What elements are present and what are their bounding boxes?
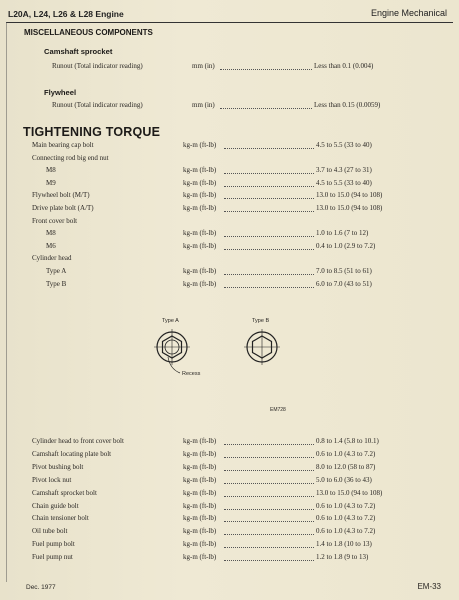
row-label: Cylinder head to front cover bolt	[32, 437, 124, 445]
row-value: Less than 0.15 (0.0059)	[314, 101, 381, 109]
torque-row	[46, 242, 446, 253]
row-label: Oil tube bolt	[32, 527, 68, 536]
torque-row	[32, 437, 432, 448]
row-unit: kg-m (ft-lb)	[183, 449, 217, 458]
leader-dots	[224, 287, 314, 288]
row-value: 13.0 to 15.0 (94 to 108)	[316, 191, 383, 200]
row-value: 0.6 to 1.0 (4.3 to 7.2)	[316, 514, 376, 523]
row-unit: kg-m (ft-lb)	[183, 540, 217, 549]
flywheel-runout-row	[52, 101, 412, 112]
row-unit: kg-m (ft-lb)	[183, 178, 217, 187]
row-value: 1.4 to 1.8 (10 to 13)	[316, 540, 372, 549]
row-unit: mm (in)	[192, 62, 215, 70]
row-label: Connecting rod big end nut	[32, 153, 109, 162]
leader-dots	[224, 249, 314, 250]
torque-row	[32, 527, 432, 538]
leader-dots	[224, 560, 314, 561]
torque-row	[32, 540, 432, 551]
leader-dots	[220, 69, 312, 70]
torque-row	[46, 280, 446, 291]
camshaft-runout-row	[52, 62, 392, 73]
row-unit: kg-m (ft-lb)	[183, 141, 217, 149]
row-value: Less than 0.1 (0.004)	[314, 62, 374, 70]
torque-row	[46, 166, 446, 177]
row-label: Front cover bolt	[32, 216, 78, 225]
recess-leader-line	[168, 357, 180, 373]
header-engine-models: L20A, L24, L26 & L28 Engine	[8, 9, 124, 19]
torque-row	[46, 229, 446, 240]
leader-dots	[224, 236, 314, 237]
leader-dots	[224, 198, 314, 199]
header-section-title: Engine Mechanical	[370, 8, 447, 18]
torque-row	[32, 476, 432, 487]
torque-row	[32, 450, 432, 461]
row-label: Pivot lock nut	[32, 475, 72, 484]
row-value: 0.8 to 1.4 (5.8 to 10.1)	[316, 437, 379, 445]
torque-row	[32, 463, 432, 474]
header-rule	[6, 22, 453, 23]
row-value: 13.0 to 15.0 (94 to 108)	[316, 204, 383, 212]
row-unit: kg-m (ft-lb)	[183, 437, 217, 445]
row-unit: kg-m (ft-lb)	[183, 514, 217, 523]
row-label: M8	[46, 166, 56, 175]
row-value: 0.6 to 1.0 (4.3 to 7.2)	[316, 449, 376, 458]
row-value: 3.7 to 4.3 (27 to 31)	[316, 166, 372, 175]
row-label: Fuel pump nut	[32, 553, 73, 562]
torque-row	[46, 179, 446, 190]
misc-components-heading: MISCELLANEOUS COMPONENTS	[24, 28, 153, 37]
row-unit: kg-m (ft-lb)	[183, 527, 217, 536]
row-label: Camshaft sprocket bolt	[32, 488, 97, 497]
torque-row	[32, 502, 432, 513]
torque-row	[32, 553, 432, 564]
torque-row	[32, 141, 432, 152]
row-value: 0.6 to 1.0 (4.3 to 7.2)	[316, 527, 376, 536]
row-unit: kg-m (ft-lb)	[183, 241, 217, 250]
leader-dots	[224, 148, 314, 149]
leader-dots	[224, 496, 314, 497]
row-value: 4.5 to 5.5 (33 to 40)	[316, 141, 372, 149]
torque-row	[32, 204, 432, 215]
row-unit: kg-m (ft-lb)	[183, 553, 217, 562]
row-value: 7.0 to 8.5 (51 to 61)	[316, 267, 372, 275]
leader-dots	[224, 173, 314, 174]
row-label: M9	[46, 178, 56, 187]
leader-dots	[224, 534, 314, 535]
row-label: Runout (Total indicator reading)	[52, 101, 143, 109]
leader-dots	[224, 186, 314, 187]
torque-row	[32, 489, 432, 500]
leader-dots	[224, 521, 314, 522]
torque-row	[32, 514, 432, 525]
row-unit: kg-m (ft-lb)	[183, 462, 217, 471]
bolt-heads-drawing	[150, 325, 300, 405]
footer-date: Dec. 1977	[26, 584, 56, 591]
row-unit: kg-m (ft-lb)	[183, 279, 217, 288]
row-label: Cylinder head	[32, 254, 72, 263]
leader-dots	[224, 211, 314, 212]
row-value: 4.5 to 5.5 (33 to 40)	[316, 178, 372, 187]
row-unit: kg-m (ft-lb)	[183, 488, 217, 497]
tightening-torque-heading: TIGHTENING TORQUE	[23, 125, 161, 139]
torque-row	[32, 217, 432, 228]
leader-dots	[224, 444, 314, 445]
leader-dots	[224, 547, 314, 548]
row-label: Runout (Total indicator reading)	[52, 62, 143, 70]
cylinder-head-bolt-figure	[150, 318, 300, 415]
figure-code: EM728	[270, 407, 286, 413]
row-unit: kg-m (ft-lb)	[183, 166, 217, 175]
row-value: 0.6 to 1.0 (4.3 to 7.2)	[316, 501, 376, 510]
row-label: Chain guide bolt	[32, 501, 79, 510]
row-label: M8	[46, 229, 56, 238]
leader-dots	[224, 509, 314, 510]
row-label: Pivot bushing bolt	[32, 462, 84, 471]
row-unit: kg-m (ft-lb)	[183, 191, 217, 200]
flywheel-heading: Flywheel	[44, 88, 77, 97]
row-label: Main bearing cap bolt	[32, 141, 94, 149]
row-value: 13.0 to 15.0 (94 to 108)	[316, 488, 383, 497]
row-label: M6	[46, 241, 56, 250]
camshaft-sprocket-heading: Camshaft sprocket	[44, 47, 113, 56]
row-unit: kg-m (ft-lb)	[183, 229, 217, 238]
leader-dots	[224, 483, 314, 484]
row-value: 5.0 to 6.0 (36 to 43)	[316, 475, 372, 484]
type-b-bolt-icon	[244, 329, 280, 365]
leader-dots	[224, 470, 314, 471]
row-unit: mm (in)	[192, 101, 215, 109]
row-value: 1.2 to 1.8 (9 to 13)	[316, 553, 369, 562]
footer-page-number: EM-33	[417, 582, 441, 591]
row-value: 8.0 to 12.0 (58 to 87)	[316, 462, 376, 471]
row-label: Chain tensioner bolt	[32, 514, 89, 523]
row-value: 1.0 to 1.6 (7 to 12)	[316, 229, 369, 238]
recess-callout: Recess	[182, 371, 201, 377]
row-label: Type A	[46, 267, 67, 275]
row-unit: kg-m (ft-lb)	[183, 501, 217, 510]
type-b-caption: Type B	[252, 318, 270, 324]
type-a-caption: Type A	[162, 318, 179, 324]
row-value: 6.0 to 7.0 (43 to 51)	[316, 279, 372, 288]
row-label: Drive plate bolt (A/T)	[32, 204, 94, 212]
left-margin-line	[6, 22, 7, 582]
leader-dots	[224, 274, 314, 275]
torque-row	[46, 267, 446, 278]
leader-dots	[224, 457, 314, 458]
row-label: Flywheel bolt (M/T)	[32, 191, 90, 200]
torque-row	[32, 254, 432, 265]
row-unit: kg-m (ft-lb)	[183, 475, 217, 484]
torque-row	[32, 191, 432, 202]
row-label: Camshaft locating plate bolt	[32, 449, 112, 458]
row-unit: kg-m (ft-lb)	[183, 267, 217, 275]
row-value: 0.4 to 1.0 (2.9 to 7.2)	[316, 241, 376, 250]
row-label: Type B	[46, 279, 67, 288]
row-unit: kg-m (ft-lb)	[183, 204, 217, 212]
torque-row	[32, 154, 432, 165]
type-a-bolt-icon	[154, 329, 190, 365]
leader-dots	[220, 108, 312, 109]
row-label: Fuel pump bolt	[32, 540, 75, 549]
